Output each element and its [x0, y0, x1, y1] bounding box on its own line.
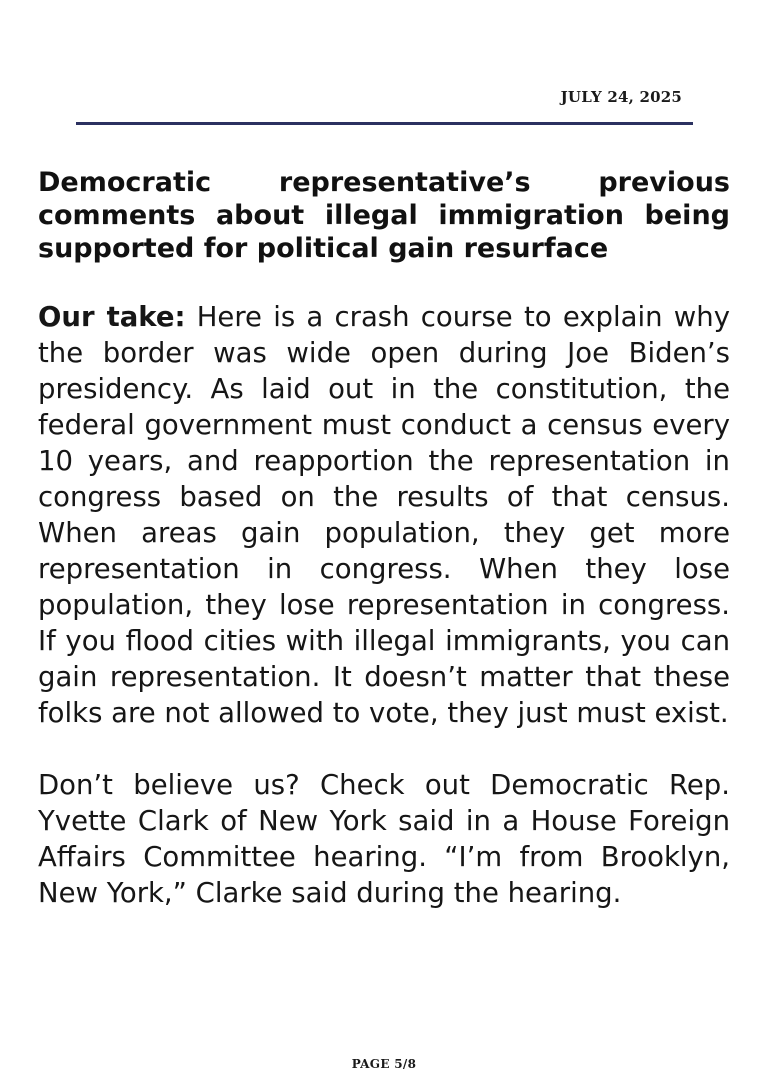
- article-body: [38, 166, 730, 911]
- publication-date: JULY 24, 2025: [560, 88, 682, 106]
- page-number: PAGE 5/8: [351, 1057, 417, 1071]
- quote-paragraph: Don’t believe us? Check out Democratic Rep. Yvette Clark of New York said in a House Foreign Affairs Committee hearing. “I’m from Brooklyn, New York,” Clarke said during the hearing.: [38, 769, 730, 909]
- header-divider: [76, 122, 693, 125]
- our-take-paragraph: [38, 299, 730, 731]
- our-take-text: Here is a crash course to explain why the border was wide open during Joe Biden’s presidency. As laid out in the constitution, the federal government must conduct a census every 10 years, and reapportion the representation in congress based on the results of that census. When areas gain population, they get more representation in congress. When they lose population, they lose representation in congress. If you flood cities with illegal immigrants, you can gain representation. It doesn’t matter that these folks are not allowed to vote, they just must exist.: [38, 301, 730, 729]
- article-headline: Democratic representative’s previous comments about illegal immigration being supported for political gain resurface: [38, 167, 730, 264]
- our-take-label: Our take:: [38, 301, 186, 333]
